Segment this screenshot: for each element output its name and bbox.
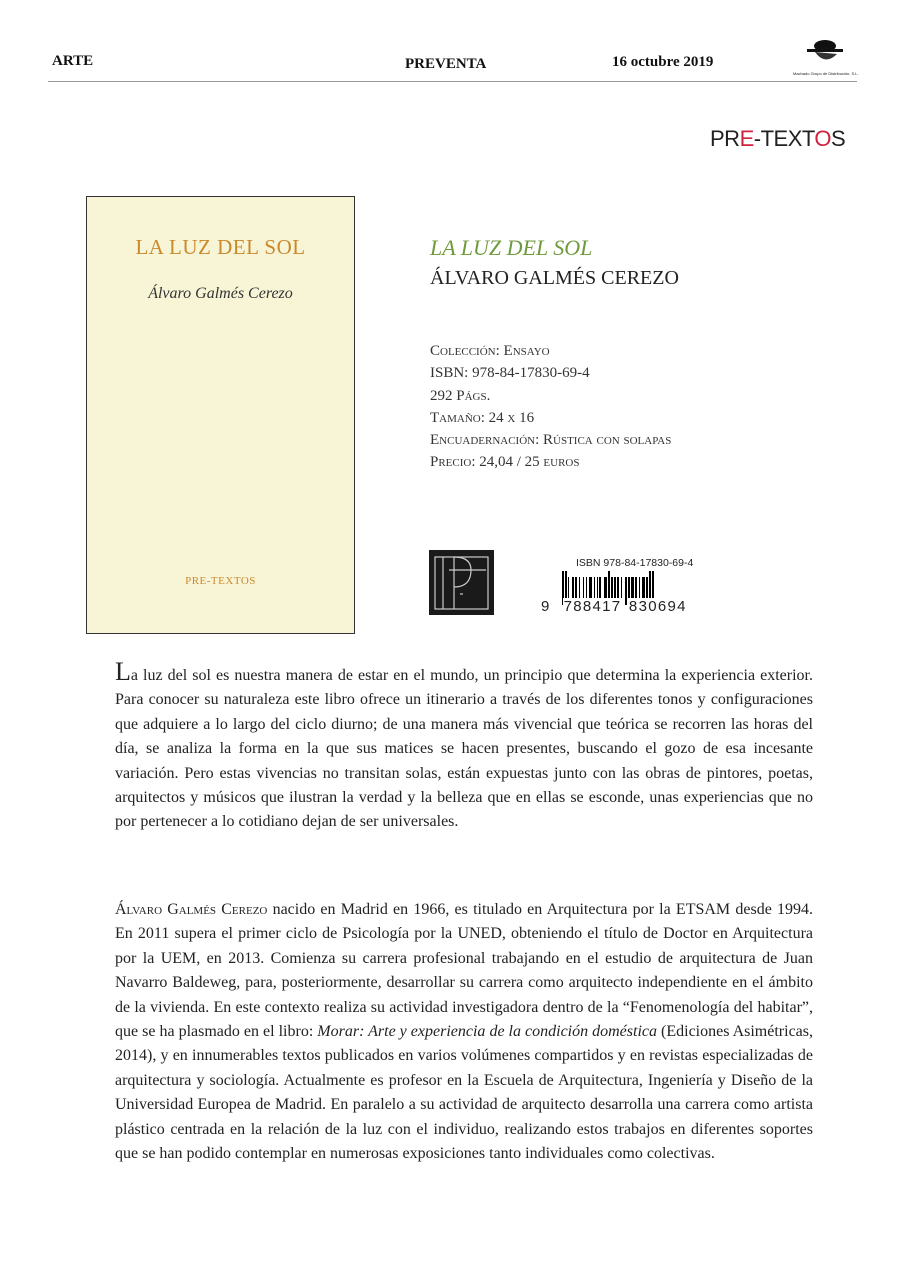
section-label: ARTE xyxy=(52,53,94,69)
meta-pages: 292 Págs. xyxy=(430,387,491,404)
distributor-name: Machado Grupo de Distribución, S.L. xyxy=(793,71,859,76)
hat-man-icon xyxy=(793,36,857,66)
book-cover xyxy=(86,196,355,634)
bio-author-name: Álvaro Galmés Cerezo xyxy=(115,901,268,918)
meta-size: Tamaño: 24 x 16 xyxy=(430,409,535,426)
publisher-logo: PRE-TEXTOS xyxy=(710,126,846,151)
bio-book-reference: Morar: Arte y experiencia de la condición doméstica xyxy=(317,1023,657,1041)
date-label: 16 octubre 2019 xyxy=(612,54,714,70)
book-author: ÁLVARO GALMÉS CEREZO xyxy=(430,267,679,289)
distributor-logo xyxy=(793,36,857,78)
book-meta xyxy=(430,340,671,474)
pretextos-mark-icon xyxy=(429,550,494,615)
author-bio-paragraph: Álvaro Galmés Cerezo nacido en Madrid en 1966, es titulado en Arquitectura por la ETSAM desde 1994. En 2011 supera el primer ciclo de Psicología por la UNED, obteniendo el título de Doctor en Arquitectura por la UEM, en 2013. Comienza su carrera profesional trabajando en el estudio de arquitectura de Juan Navarro Baldeweg, para, posteriormente, desarrollar su carrera como arquitecto independiente en el ámbito de la vivienda. En este contexto realiza su actividad investigadora dentro de la “Fenomenología del habitar”, que se ha plasmado en el libro: Morar: Arte y experiencia de la condición doméstica (Ediciones Asimétricas, 2014), y en innumerables textos publicados en varios volúmenes compartidos y en revistas especializadas de arquitectura y sociología. Actualmente es profesor en la Escuela de Arquitectura, Ingeniería y Diseño de la Universidad Europea de Madrid. En paralelo a su actividad de arquitecto desarrolla una carrera como artista plástico centrada en la relación de la luz con el individuo, realizando estos trabajos en diferentes soportes que se han podido contemplar en numerosas exposiciones tanto individuales como colectivas. xyxy=(115,901,813,1163)
meta-collection: Colección: Ensayo xyxy=(430,343,550,359)
meta-isbn: ISBN: 978-84-17830-69-4 xyxy=(430,365,590,382)
meta-price: Precio: 24,04 / 25 euros xyxy=(430,454,580,471)
book-title: LA LUZ DEL SOL xyxy=(430,235,593,260)
isbn-barcode xyxy=(540,555,725,619)
synopsis-paragraph: La luz del sol es nuestra manera de estar en el mundo, un principio que determina la experiencia exterior. Para conocer su naturaleza este libro ofrece un itinerario a través de los diferentes tonos y configuraciones que adquiere a lo largo del ciclo diurno; de una manera más vivencial que teórica se recorren las horas del día, se analiza la forma en la que sus matices se hacen presentes, buscando el gozo de esa incesante variación. Pero estas vivencias no transitan solas, están expuestas junto con las obras de pintores, poetas, arquitectos y músicos que ilustran la verdad y la belleza que en ellas se esconde, unas experiencias que no por pertenecer a lo cotidiano dejan de ser universales. xyxy=(115,657,813,831)
cover-title: LA LUZ DEL SOL xyxy=(135,235,306,259)
meta-binding: Encuadernación: Rústica con solapas xyxy=(430,432,672,449)
barcode-digits: 9 788417 830694 xyxy=(541,598,687,615)
header-divider xyxy=(48,81,857,82)
barcode-isbn-label: ISBN 978-84-17830-69-4 xyxy=(576,557,694,569)
status-label: PREVENTA xyxy=(405,56,487,72)
cover-author: Álvaro Galmés Cerezo xyxy=(148,285,293,302)
cover-publisher: PRE-TEXTOS xyxy=(185,575,256,587)
